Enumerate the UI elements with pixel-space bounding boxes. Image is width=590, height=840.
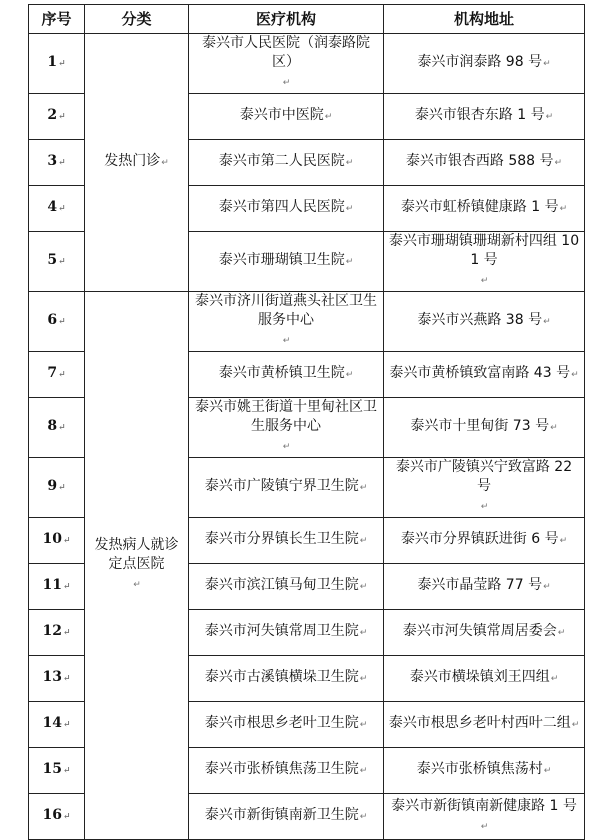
paragraph-mark-icon: ↵: [545, 112, 554, 122]
institution-address: 泰兴市兴燕路 38 号: [417, 312, 543, 328]
paragraph-mark-icon: ↵: [62, 674, 71, 684]
row-index-text: 8: [47, 418, 58, 434]
paragraph-mark-icon: ↵: [62, 812, 71, 822]
institution-name: 泰兴市第四人民医院: [218, 199, 345, 215]
header-index: 序号: [29, 5, 85, 34]
institution-name: 泰兴市河失镇常周卫生院: [204, 623, 359, 639]
institution-cell: [189, 518, 384, 564]
paragraph-mark-icon: ↵: [282, 442, 291, 452]
paragraph-mark-icon: ↵: [62, 582, 71, 592]
paragraph-mark-icon: ↵: [554, 158, 563, 168]
institution-cell: [189, 656, 384, 702]
institution-address: 泰兴市根思乡老叶村西叶二组: [388, 715, 571, 731]
row-index: [29, 702, 85, 748]
row-index: [29, 140, 85, 186]
row-index: [29, 292, 85, 352]
institution-name: 泰兴市济川街道燕头社区卫生服务中心: [195, 293, 377, 328]
institution-name: 泰兴市中医院: [239, 107, 324, 123]
institution-name: 泰兴市第二人民医院: [218, 153, 345, 169]
institution-address: 泰兴市广陵镇兴宁致富路 22 号: [395, 459, 573, 494]
row-index-text: 9: [47, 478, 58, 494]
row-index: [29, 794, 85, 840]
institution-name: 泰兴市新街镇南新卫生院: [204, 807, 359, 823]
institution-cell: [189, 94, 384, 140]
institution-address: 泰兴市润泰路 98 号: [417, 54, 543, 70]
address-cell: [384, 518, 585, 564]
paragraph-mark-icon: ↵: [345, 370, 354, 380]
paragraph-mark-icon: ↵: [480, 821, 489, 832]
institution-cell: [189, 398, 384, 458]
row-index: [29, 748, 85, 794]
institution-address: 泰兴市银杏西路 588 号: [405, 153, 554, 169]
paragraph-mark-icon: ↵: [359, 536, 368, 546]
institution-address: 泰兴市虹桥镇健康路 1 号: [400, 199, 559, 215]
paragraph-mark-icon: ↵: [62, 766, 71, 776]
row-index-text: 14: [42, 715, 62, 731]
address-cell: [384, 352, 585, 398]
row-index: [29, 352, 85, 398]
address-cell: [384, 140, 585, 186]
paragraph-mark-icon: ↵: [550, 423, 558, 433]
institution-name: 泰兴市珊瑚镇卫生院: [218, 252, 345, 268]
paragraph-mark-icon: ↵: [58, 483, 66, 493]
address-cell: [384, 564, 585, 610]
row-index: [29, 94, 85, 140]
table-body: [29, 34, 585, 840]
institution-cell: [189, 292, 384, 352]
institution-name: 泰兴市广陵镇宁界卫生院: [204, 478, 359, 494]
row-index-text: 1: [47, 54, 58, 70]
paragraph-mark-icon: ↵: [58, 158, 66, 168]
paragraph-mark-icon: ↵: [62, 536, 71, 546]
institution-address: 泰兴市新街镇南新健康路 1 号: [391, 797, 577, 814]
row-index-text: 12: [42, 623, 62, 639]
paragraph-mark-icon: ↵: [161, 158, 169, 168]
institution-address: 泰兴市黄桥镇致富南路 43 号: [389, 365, 571, 381]
table-row: [29, 34, 585, 94]
paragraph-mark-icon: ↵: [324, 112, 333, 122]
paragraph-mark-icon: ↵: [359, 674, 368, 684]
paragraph-mark-icon: ↵: [359, 628, 368, 638]
address-cell: [384, 702, 585, 748]
paragraph-mark-icon: ↵: [58, 59, 66, 69]
row-index-text: 10: [42, 531, 62, 547]
paragraph-mark-icon: ↵: [345, 158, 354, 168]
paragraph-mark-icon: ↵: [62, 720, 71, 730]
paragraph-mark-icon: ↵: [480, 502, 489, 512]
institution-address: 泰兴市十里甸街 73 号: [410, 418, 550, 434]
table-row: [29, 292, 585, 352]
paragraph-mark-icon: ↵: [571, 720, 580, 730]
institution-address: 泰兴市珊瑚镇珊瑚新村四组 101 号: [388, 233, 580, 268]
paragraph-mark-icon: ↵: [345, 204, 354, 214]
institution-cell: [189, 186, 384, 232]
paragraph-mark-icon: ↵: [359, 582, 368, 592]
paragraph-mark-icon: ↵: [282, 78, 291, 88]
institution-address: 泰兴市分界镇跃进街 6 号: [400, 531, 559, 547]
row-index-text: 7: [47, 365, 58, 381]
header-row: [29, 5, 585, 34]
category-fever-clinic: [85, 34, 189, 292]
paragraph-mark-icon: ↵: [345, 257, 354, 267]
paragraph-mark-icon: ↵: [559, 536, 568, 546]
address-cell: [384, 656, 585, 702]
paragraph-mark-icon: ↵: [550, 674, 559, 684]
row-index: [29, 458, 85, 518]
institution-name: 泰兴市张桥镇焦荡卫生院: [204, 761, 359, 777]
row-index: [29, 232, 85, 292]
paragraph-mark-icon: ↵: [58, 257, 66, 267]
institution-address: 泰兴市横垛镇刘王四组: [409, 669, 550, 685]
paragraph-mark-icon: ↵: [58, 317, 66, 327]
paragraph-mark-icon: ↵: [359, 720, 368, 730]
row-index-text: 11: [42, 577, 62, 593]
paragraph-mark-icon: ↵: [58, 204, 66, 214]
institution-cell: [189, 140, 384, 186]
row-index: [29, 398, 85, 458]
row-index: [29, 564, 85, 610]
address-cell: [384, 610, 585, 656]
row-index-text: 6: [47, 312, 58, 328]
address-cell: [384, 458, 585, 518]
row-index: [29, 34, 85, 94]
institution-cell: [189, 458, 384, 518]
institution-name: 泰兴市人民医院（润泰路院区）: [202, 35, 370, 70]
hospital-table: [28, 4, 585, 840]
row-index-text: 4: [47, 199, 58, 215]
row-index-text: 15: [42, 761, 62, 777]
institution-name: 泰兴市滨江镇马甸卫生院: [204, 577, 359, 593]
address-cell: [384, 748, 585, 794]
address-cell: [384, 186, 585, 232]
category-text: 发热病人就诊定点医院: [94, 537, 179, 572]
institution-cell: [189, 794, 384, 840]
row-index-text: 16: [42, 807, 62, 823]
paragraph-mark-icon: ↵: [58, 112, 66, 122]
institution-cell: [189, 610, 384, 656]
paragraph-mark-icon: ↵: [480, 276, 489, 286]
row-index: [29, 610, 85, 656]
institution-cell: [189, 748, 384, 794]
paragraph-mark-icon: ↵: [62, 628, 71, 638]
row-index-text: 2: [47, 107, 58, 123]
paragraph-mark-icon: ↵: [58, 370, 66, 380]
institution-cell: [189, 34, 384, 94]
category-designated-hospital: [85, 292, 189, 840]
paragraph-mark-icon: ↵: [543, 59, 551, 69]
header-category: 分类: [85, 5, 189, 34]
institution-cell: [189, 702, 384, 748]
paragraph-mark-icon: ↵: [133, 580, 141, 590]
paragraph-mark-icon: ↵: [543, 582, 551, 592]
header-institution: 医疗机构: [189, 5, 384, 34]
institution-name: 泰兴市古溪镇横垛卫生院: [204, 669, 359, 685]
institution-cell: [189, 352, 384, 398]
paragraph-mark-icon: ↵: [282, 336, 291, 346]
paragraph-mark-icon: ↵: [359, 812, 368, 822]
address-cell: [384, 94, 585, 140]
institution-name: 泰兴市根思乡老叶卫生院: [204, 715, 359, 731]
row-index: [29, 518, 85, 564]
institution-cell: [189, 232, 384, 292]
row-index-text: 13: [42, 669, 62, 685]
address-cell: [384, 34, 585, 94]
row-index-text: 5: [47, 252, 58, 268]
category-text: 发热门诊: [104, 153, 161, 169]
row-index: [29, 186, 85, 232]
institution-address: 泰兴市晶莹路 77 号: [417, 577, 543, 593]
header-address: 机构地址: [384, 5, 585, 34]
address-cell: [384, 232, 585, 292]
institution-address: 泰兴市银杏东路 1 号: [414, 107, 545, 123]
institution-name: 泰兴市姚王街道十里甸社区卫生服务中心: [195, 399, 377, 434]
paragraph-mark-icon: ↵: [543, 766, 552, 776]
institution-address: 泰兴市张桥镇焦荡村: [416, 761, 543, 777]
institution-name: 泰兴市黄桥镇卫生院: [218, 365, 345, 381]
address-cell: [384, 398, 585, 458]
paragraph-mark-icon: ↵: [58, 423, 66, 433]
institution-name: 泰兴市分界镇长生卫生院: [204, 531, 359, 547]
row-index-text: 3: [47, 153, 58, 169]
row-index: [29, 656, 85, 702]
paragraph-mark-icon: ↵: [543, 317, 551, 327]
paragraph-mark-icon: ↵: [559, 204, 568, 214]
paragraph-mark-icon: ↵: [571, 370, 579, 380]
address-cell: [384, 292, 585, 352]
paragraph-mark-icon: ↵: [359, 766, 368, 776]
paragraph-mark-icon: ↵: [557, 628, 566, 638]
address-cell: [384, 794, 585, 840]
institution-address: 泰兴市河失镇常周居委会: [402, 623, 557, 639]
paragraph-mark-icon: ↵: [359, 483, 368, 493]
institution-cell: [189, 564, 384, 610]
